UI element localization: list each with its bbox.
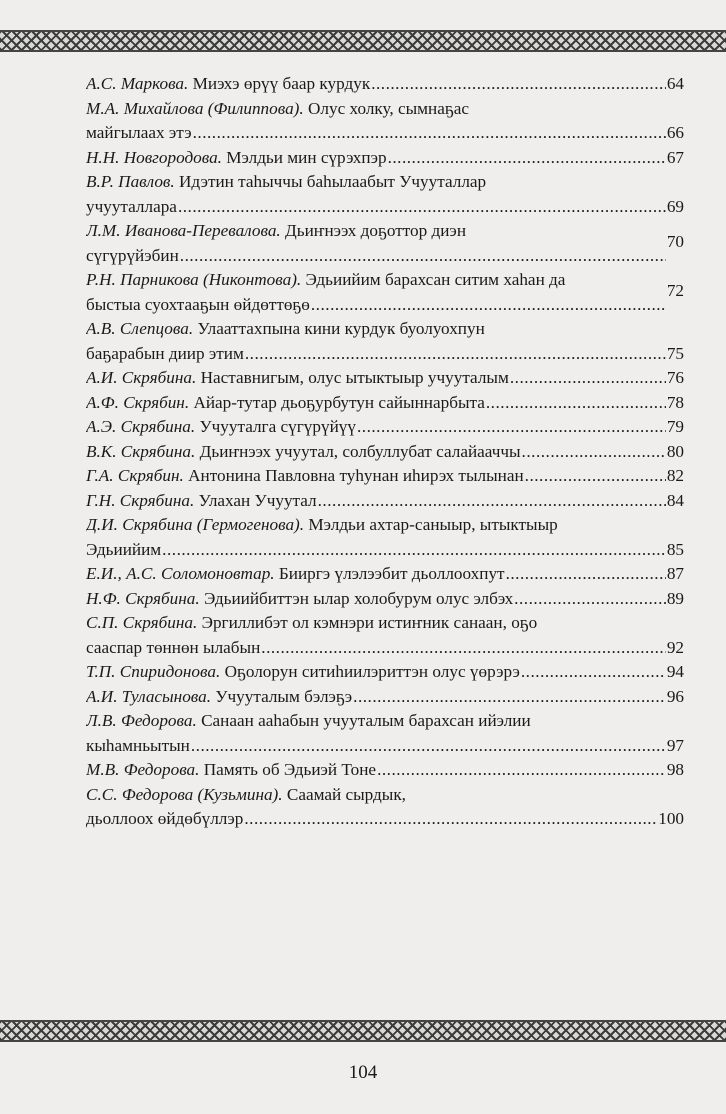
toc-entry-line xyxy=(86,613,684,638)
toc-entry-line xyxy=(86,589,684,614)
toc-page-number: 84 xyxy=(666,490,684,510)
toc-page-number: 76 xyxy=(666,368,684,387)
dot-leader xyxy=(357,417,666,437)
dot-leader xyxy=(388,148,666,168)
toc-title: Идэтин таһыччы баһылаабыт Учууталлар xyxy=(179,172,487,191)
toc-title: Санаан ааһабын учууталым барахсан ийэлии xyxy=(201,711,531,730)
toc-entry-line xyxy=(86,515,684,540)
toc-author: В.Р. Павлов. xyxy=(86,172,175,191)
dot-leader xyxy=(311,295,666,315)
toc-author: С.С. Федорова (Кузьмина). xyxy=(86,784,283,804)
toc-entry-line xyxy=(86,466,684,491)
toc-entry-line xyxy=(86,711,684,736)
toc-entry-line xyxy=(86,197,684,222)
toc-entry xyxy=(86,221,684,270)
toc-page-number: 87 xyxy=(666,564,684,583)
toc-entry-line xyxy=(86,760,684,785)
dot-leader xyxy=(525,466,666,486)
dot-leader xyxy=(244,809,657,829)
toc-entry xyxy=(86,466,684,491)
toc-author: Г.А. Скрябин. xyxy=(86,466,184,485)
dot-leader xyxy=(521,662,666,682)
toc-author: Г.Н. Скрябина. xyxy=(86,490,195,510)
toc-author: А.И. Туласынова. xyxy=(86,686,212,706)
toc-title: Антонина Павловна туһунан иһирэх тылынан xyxy=(188,466,524,485)
toc-page-number: 85 xyxy=(666,539,684,559)
toc-author: Н.Н. Новгородова. xyxy=(86,147,222,167)
dot-leader xyxy=(178,197,666,217)
toc-entry-line xyxy=(86,540,684,565)
toc-entry xyxy=(86,99,684,148)
toc-entry xyxy=(86,393,684,418)
toc-title: быстыа суохтааҕын өйдөттөҕө xyxy=(86,294,310,314)
table-of-contents xyxy=(86,74,684,834)
toc-entry xyxy=(86,319,684,368)
toc-title: Улааттахпына кини курдук буолуохпун xyxy=(197,319,485,338)
toc-entry xyxy=(86,564,684,589)
toc-entry-line xyxy=(86,809,684,834)
toc-author: В.К. Скрябина. xyxy=(86,441,196,461)
dot-leader xyxy=(522,442,666,462)
dot-leader xyxy=(353,687,666,707)
toc-entry-line xyxy=(86,687,684,712)
toc-title: Эдьиийим барахсан ситим хаһан да xyxy=(305,270,566,289)
page-number: 104 xyxy=(348,1062,378,1083)
toc-title: дьоллоох өйдөбүллэр xyxy=(86,809,244,828)
toc-page-number: 94 xyxy=(666,662,684,681)
toc-entry-line xyxy=(86,393,684,418)
decorative-border-bottom xyxy=(0,1020,726,1042)
toc-title: Учууталга сүгүрүйүү xyxy=(199,417,356,436)
toc-entry-line xyxy=(86,123,684,148)
toc-title: Оҕолорун ситиһиилэриттэн олус үөрэрэ xyxy=(224,662,520,681)
toc-author: А.Ф. Скрябин. xyxy=(86,392,190,412)
toc-title: кыһамньытын xyxy=(86,735,190,755)
toc-entry-line xyxy=(86,99,684,124)
toc-entry-line xyxy=(86,785,684,810)
toc-entry xyxy=(86,368,684,393)
toc-entry-line xyxy=(86,319,684,344)
toc-entry xyxy=(86,589,684,614)
toc-author: Д.И. Скрябина (Гермогенова). xyxy=(86,515,305,534)
toc-entry xyxy=(86,515,684,564)
toc-title: Миэхэ өрүү баар курдук xyxy=(192,74,371,93)
toc-entry xyxy=(86,74,684,99)
toc-entry-line xyxy=(86,736,684,761)
toc-entry xyxy=(86,613,684,662)
toc-title: Дьиҥнээх доҕоттор диэн xyxy=(285,221,467,240)
toc-entry-line xyxy=(86,344,684,369)
dot-leader xyxy=(180,246,666,266)
toc-page-number: 67 xyxy=(666,147,684,167)
toc-entry-line xyxy=(86,221,684,246)
toc-title: Память об Эдьиэй Тоне xyxy=(203,760,377,779)
decorative-border-top xyxy=(0,30,726,52)
toc-author: Л.М. Иванова-Перевалова. xyxy=(86,221,281,240)
dot-leader xyxy=(191,736,666,756)
toc-title: Наставнигым, олус ытыктыыр учууталым xyxy=(200,368,509,387)
toc-page-number: 100 xyxy=(658,809,684,828)
toc-title: Мэлдьи мин сүрэхпэр xyxy=(226,147,387,167)
toc-entry xyxy=(86,148,684,173)
toc-title: сааспар төннөн ылабын xyxy=(86,637,261,657)
toc-title: Дьиҥнээх учуутал, солбуллубат салайааччы xyxy=(199,441,521,461)
dot-leader xyxy=(371,74,666,94)
toc-page-number: 96 xyxy=(666,686,684,706)
toc-title: баҕарабын диир этим xyxy=(86,343,244,363)
toc-title: Эдьиийбиттэн ылар холобурум олус элбэх xyxy=(203,588,514,608)
toc-author: А.И. Скрябина. xyxy=(86,368,197,387)
toc-page-number: 97 xyxy=(666,735,684,755)
toc-entry-line xyxy=(86,74,684,99)
dot-leader xyxy=(318,491,666,511)
toc-entry xyxy=(86,270,684,319)
dot-leader xyxy=(261,638,666,658)
toc-entry-line xyxy=(86,564,684,589)
toc-entry-line xyxy=(86,638,684,663)
dot-leader xyxy=(506,564,666,584)
toc-author: С.П. Скрябина. xyxy=(86,613,198,632)
toc-author: Р.Н. Парникова (Никонтова). xyxy=(86,270,302,289)
toc-entry-line xyxy=(86,442,684,467)
toc-author: Е.И., А.С. Соломоновтар. xyxy=(86,564,275,583)
toc-author: М.В. Федорова. xyxy=(86,760,200,779)
toc-page-number: 89 xyxy=(666,588,684,608)
toc-entry-line xyxy=(86,417,684,442)
toc-page-number: 70 xyxy=(666,231,684,251)
toc-author: А.С. Маркова. xyxy=(86,74,189,93)
toc-author: Л.В. Федорова. xyxy=(86,711,197,730)
toc-page-number: 80 xyxy=(666,441,684,461)
toc-title: Эдьиийим xyxy=(86,539,162,559)
toc-entry xyxy=(86,687,684,712)
toc-author: М.А. Михайлова (Филиппова). xyxy=(86,98,304,118)
toc-title: Саамай сырдык, xyxy=(286,784,406,804)
toc-page-number: 69 xyxy=(666,196,684,216)
dot-leader xyxy=(245,344,666,364)
toc-page-number: 66 xyxy=(666,123,684,142)
toc-title: Эргиллибэт ол кэмнэри истиҥник санаан, оҕо xyxy=(201,613,538,632)
dot-leader xyxy=(510,368,666,388)
toc-entry xyxy=(86,785,684,834)
toc-entry xyxy=(86,442,684,467)
dot-leader xyxy=(193,123,666,143)
dot-leader xyxy=(162,540,666,560)
dot-leader xyxy=(514,589,666,609)
toc-page-number: 79 xyxy=(666,417,684,436)
toc-entry xyxy=(86,662,684,687)
toc-page-number: 78 xyxy=(666,392,684,412)
toc-title: Бииргэ үлэлээбит дьоллоохпут xyxy=(278,564,505,583)
toc-page-number: 64 xyxy=(666,74,684,93)
toc-entry-line xyxy=(86,368,684,393)
toc-entry xyxy=(86,711,684,760)
toc-entry-line xyxy=(86,172,684,197)
toc-entry xyxy=(86,417,684,442)
toc-title: Айар-тутар дьоҕурбутун сайыннарбыта xyxy=(193,392,485,412)
toc-entry xyxy=(86,172,684,221)
toc-title: сүгүрүйэбин xyxy=(86,245,179,265)
toc-page-number: 75 xyxy=(666,343,684,363)
toc-entry xyxy=(86,760,684,785)
toc-author: Т.П. Спиридонова. xyxy=(86,662,221,681)
toc-title: Учууталым бэлэҕэ xyxy=(215,686,353,706)
toc-entry-line xyxy=(86,280,684,320)
toc-author: А.В. Слепцова. xyxy=(86,319,194,338)
toc-entry-line xyxy=(86,148,684,173)
toc-page-number: 82 xyxy=(666,466,684,485)
toc-author: А.Э. Скрябина. xyxy=(86,417,196,436)
toc-title: Улахан Учуутал xyxy=(198,490,317,510)
toc-entry-line xyxy=(86,231,684,271)
dot-leader xyxy=(377,760,666,780)
toc-page-number: 92 xyxy=(666,637,684,657)
toc-title: Мэлдьи ахтар-саныыр, ытыктыыр xyxy=(308,515,558,534)
toc-title: майгылаах этэ xyxy=(86,123,192,142)
toc-entry-line xyxy=(86,491,684,516)
toc-entry-line xyxy=(86,270,684,295)
toc-author: Н.Ф. Скрябина. xyxy=(86,588,200,608)
dot-leader xyxy=(486,393,666,413)
toc-entry xyxy=(86,491,684,516)
toc-entry-line xyxy=(86,662,684,687)
toc-page-number: 98 xyxy=(666,760,684,779)
toc-title: Олус холку, сымнаҕас xyxy=(308,98,469,118)
toc-page-number: 72 xyxy=(666,280,684,300)
toc-title: учууталлара xyxy=(86,196,177,216)
